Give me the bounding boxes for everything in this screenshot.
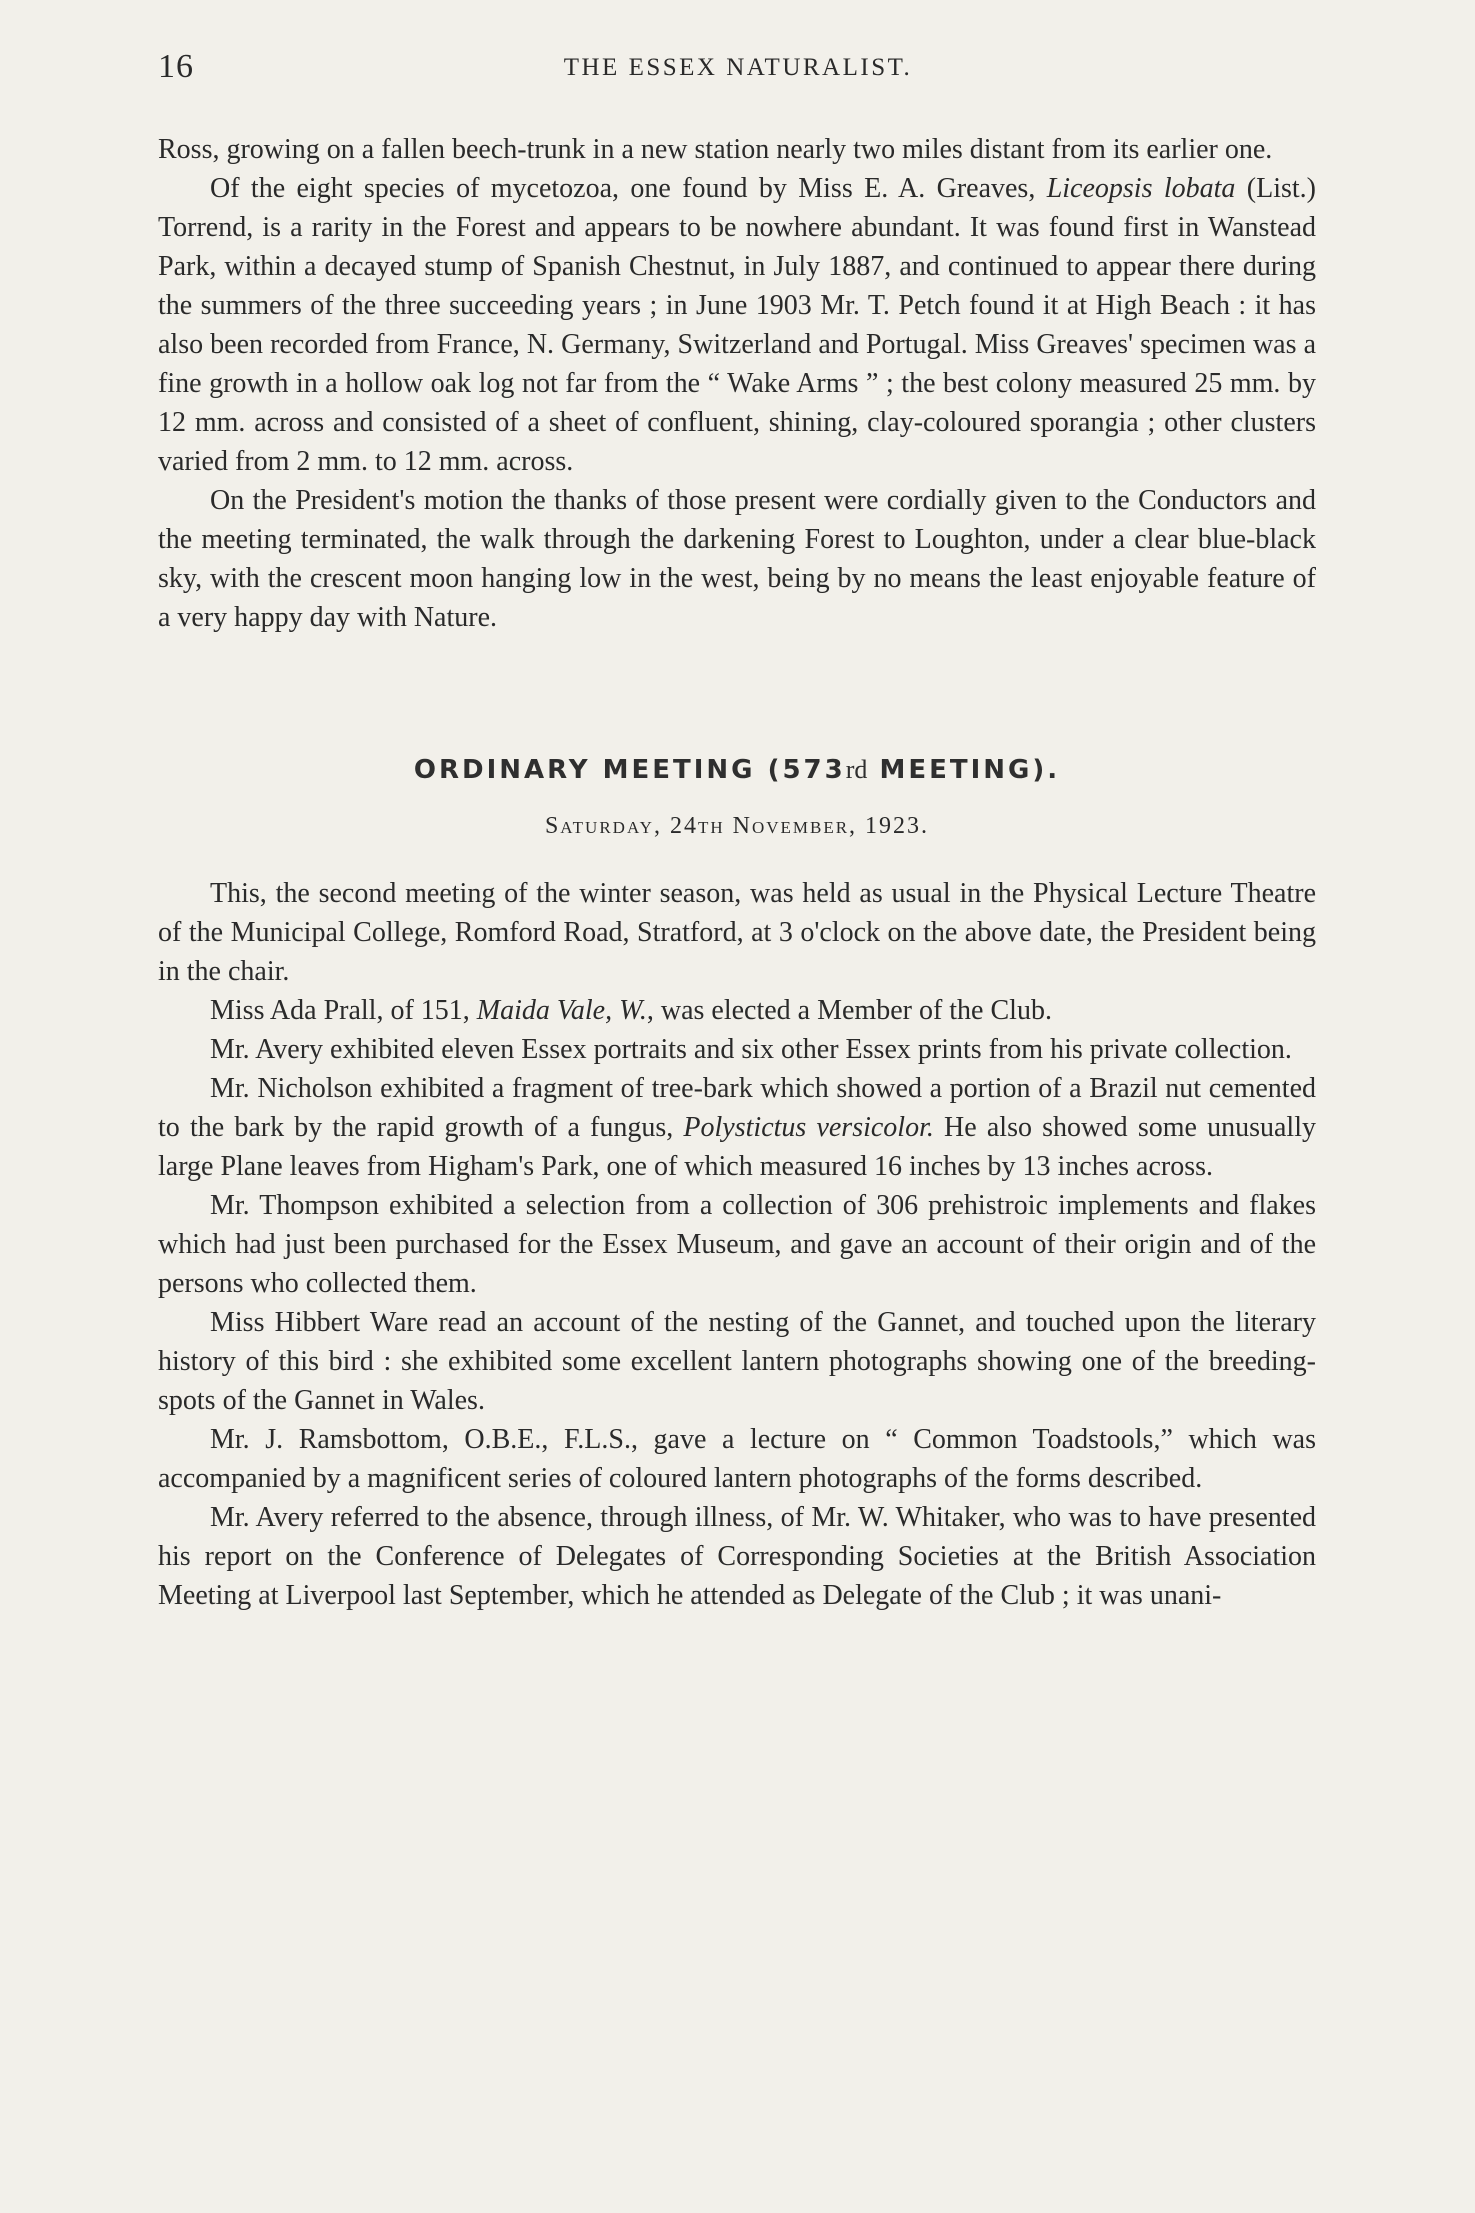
paragraph-text: Of the eight species of mycetozoa, one found by Miss E. A. Greaves, xyxy=(210,173,1047,204)
section-dateline: Saturday, 24th November, 1923. xyxy=(544,813,930,839)
species-name: Liceopsis lobata xyxy=(1046,173,1236,204)
paragraph-gannet-account xyxy=(158,1303,1316,1420)
paragraph-ramsbottom-lecture xyxy=(158,1420,1316,1498)
address-italic: Maida Vale, W. xyxy=(476,995,647,1026)
paragraph-text: On the President's motion the thanks of those present were cordially given to the Conductors and the meeting terminated, the walk through the darkening Forest to Loughton, under a clear blue-black sky, with the crescent moon hanging low in the west, being by no means the least enjoyable feature of a very happy day with Nature. xyxy=(158,485,1316,633)
section-heading: ORDINARY MEETING (573rd MEETING). xyxy=(413,755,1061,785)
paragraph-thompson-exhibit xyxy=(158,1186,1316,1303)
paragraph-meeting-intro xyxy=(158,874,1316,991)
paragraph-text: He also showed some unusually large Plane leaves from Higham's Park, one of which measured 16 inches by 13 inches across. xyxy=(158,1112,1316,1182)
paragraph-avery-exhibit xyxy=(158,1030,1316,1069)
paragraph-text: Mr. Avery referred to the absence, through illness, of Mr. W. Whitaker, who was to have presented his report on the Conference of Delegates of Corresponding Societies at the British Association Meeting at Liverpool last September, which he attended as Delegate of the Club ; it was unani- xyxy=(158,1502,1316,1611)
paragraph-text: (List.) Torrend, is a rarity in the Forest and appears to be nowhere abundant. It was found first in Wanstead Park, within a decayed stump of Spanish Chestnut, in July 1887, and continued to appear there during the summers of the three succeeding years ; in June 1903 Mr. T. Petch found it at High Beach : it has also been recorded from France, N. Germany, Switzerland and Portugal. Miss Greaves' specimen was a fine growth in a hollow oak log not far from the “ Wake Arms ” ; the best colony measured 25 mm. by 12 mm. across and consisted of a sheet of confluent, shining, clay-coloured sporangia ; other clusters varied from 2 mm. to 12 mm. across. xyxy=(158,173,1316,477)
paragraph-text: Mr. Nicholson exhibited a fragment of tree-bark which showed a portion of a Brazil nut cemented to the bark by the rapid growth of a fungus, xyxy=(158,1073,1316,1143)
paragraph-text: Mr. J. Ramsbottom, O.B.E., F.L.S., gave a lecture on “ Common Toadstools,” which was accompanied by a magnificent series of coloured lantern photographs of the forms described. xyxy=(158,1424,1316,1494)
paragraph-text: Miss Ada Prall, of 151, xyxy=(210,995,477,1026)
species-name: Polystictus versicolor. xyxy=(683,1112,934,1143)
paragraph-nicholson-exhibit xyxy=(158,1069,1316,1186)
paragraph-new-member xyxy=(158,991,1316,1030)
running-title: THE ESSEX NATURALIST. xyxy=(563,54,913,81)
paragraph-whitaker-report xyxy=(158,1498,1316,1615)
paragraph-text: Ross, growing on a fallen beech-trunk in a new station nearly two miles distant from its earlier one. xyxy=(158,134,1273,165)
paragraph-text: This, the second meeting of the winter season, was held as usual in the Physical Lecture Theatre of the Municipal College, Romford Road, Stratford, at 3 o'clock on the above date, the President being in the chair. xyxy=(158,878,1316,987)
paragraph-closing xyxy=(158,481,1316,637)
body-text xyxy=(158,130,1316,1615)
paragraph-text: Mr. Thompson exhibited a selection from a collection of 306 prehistroic implements and flakes which had just been purchased for the Essex Museum, and gave an account of their origin and of the persons who collected them. xyxy=(158,1190,1316,1299)
page-number: 16 xyxy=(158,48,194,85)
page-header xyxy=(158,48,1318,98)
paragraph-continuation xyxy=(158,130,1316,169)
paragraph-text: Miss Hibbert Ware read an account of the nesting of the Gannet, and touched upon the literary history of this bird : she exhibited some excellent lantern photographs showing one of the breeding-spots of the Gannet in Wales. xyxy=(158,1307,1316,1416)
paragraph-mycetozoa xyxy=(158,169,1316,481)
paragraph-text: Mr. Avery exhibited eleven Essex portraits and six other Essex prints from his private collection. xyxy=(210,1034,1292,1065)
paragraph-text: , was elected a Member of the Club. xyxy=(646,995,1052,1026)
